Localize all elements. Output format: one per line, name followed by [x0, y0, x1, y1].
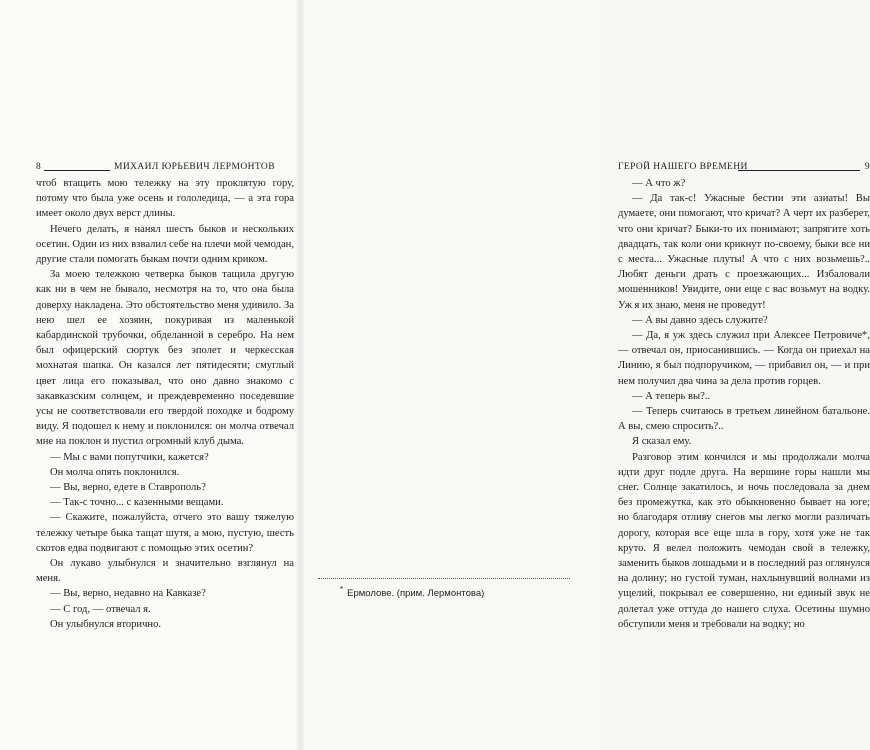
- paragraph: — Да, я уж здесь служил при Алексее Петровиче*, — отвечал он, приосанившись. — Когда он приехал на Линию, я был подпоручиком, — прибавил он, — и при нем получил два чина за дела против горцев.: [618, 330, 870, 387]
- left-page-number: 8: [36, 162, 42, 172]
- paragraph: — Скажите, пожалуйста, отчего это вашу тяжелую тележку четыре быка тащат шутя, а мою, пустую, шесть скотов едва подвигают с помощью этих осетин?: [36, 512, 294, 554]
- paragraph: — А что ж?: [632, 178, 686, 189]
- left-running-head-title: МИХАИЛ ЮРЬЕВИЧ ЛЕРМОНТОВ: [114, 162, 275, 172]
- paragraph: — А теперь вы?..: [632, 390, 711, 402]
- footnote-separator: [318, 578, 570, 579]
- left-page: [0, 0, 300, 750]
- paragraph: — Так-с точно... с казенными вещами.: [50, 497, 224, 509]
- left-body-text: [36, 176, 294, 632]
- paragraph: — Вы, верно, едете в Ставрополь?: [50, 482, 206, 494]
- right-head-rule: [738, 170, 860, 171]
- right-page-number: 9: [864, 162, 870, 172]
- right-running-head: [618, 161, 870, 173]
- book-gutter: [296, 0, 304, 750]
- paragraph: Разговор этим кончился и мы продолжали молча идти друг подле друга. На вершине горы нашли мы снег. Солнце закатилось, и ночь последовала за днем без промежутка, как это обыкновенно бывает на юге; но благодаря отливу снегов мы легко могли различать дорогу, которая все еще шла в гору, хотя уже не так круто. Я велел положить чемодан свой в тележку, заменить быков лошадьми и в последний раз оглянулся на долину; но густой туман, нахлынувший волнами из ущелий, покрывал ее совершенно, ни единый звук не долетал уже оттуда до нашего слуха. Осетины шумно обступили меня и требовали на водку; но: [618, 451, 870, 630]
- paragraph: Он улыбнулся вторично.: [50, 618, 162, 630]
- footnote: [340, 584, 570, 600]
- paragraph: Я сказал ему.: [632, 436, 692, 448]
- paragraph: Он лукаво улыбнулся и значительно взглянул на меня.: [36, 558, 294, 585]
- paragraph: Нечего делать, я нанял шесть быков и нескольких осетин. Один из них взвалил себе на плечи мой чемодан, другие стали помогать быкам почти одним криком.: [36, 223, 294, 266]
- paragraph: — Мы с вами попутчики, кажется?: [50, 451, 209, 463]
- paragraph: — Теперь считаюсь в третьем линейном батальоне. А вы, смею спросить?..: [618, 406, 870, 433]
- left-head-rule: [44, 170, 110, 171]
- paragraph: — А вы давно здесь служите?: [632, 314, 768, 326]
- paragraph: — Да так-с! Ужасные бестии эти азиаты! Вы думаете, они помогают, что кричат? А черт их разберет, что они кричат? Быки-то их понимают; запрягите хоть двадцать, так коли они крикнут по-своему, быки все ни с места... Ужасные плуты! А что с них возьмешь?.. Любят деньги драть с проезжающих... Избаловали мошенников! Увидите, они еще с вас возьмут на водку. Уж я их знаю, меня не проведут!: [618, 193, 870, 311]
- paragraph: — Вы, верно, недавно на Кавказе?: [50, 588, 206, 600]
- paragraph: — С год, — отвечал я.: [50, 603, 151, 615]
- paragraph: Он молча опять поклонился.: [50, 466, 180, 478]
- footnote-marker: *: [340, 585, 344, 594]
- paragraph: За моею тележкою четверка быков тащила другую как ни в чем не бывало, несмотря на то, что она была доверху накладена. Это обстоятельство меня удивило. За нею шел ее хозяин, покуривая из маленькой кабардинской трубочки, обделанной в серебро. На нем был офицерский сюртук без эполет и черкесская мохнатая шапка. Он казался лет пятидесяти; смуглый цвет лица его показывал, что оно давно знакомо с закавказским солнцем, и преждевременно поседевшие усы не соответствовали его твердой походке и бодрому виду. Я подошел к нему и поклонился: он молча отвечал мне на поклон и пустил огромный клуб дыма.: [36, 269, 294, 448]
- left-running-head: [36, 161, 294, 173]
- right-body-text: [618, 176, 870, 632]
- footnote-text: Ермолове. (прим. Лермонтова): [347, 588, 485, 600]
- paragraph: чтоб втащить мою тележку на эту проклятую гору, потому что была уже осень и гололедица, — а эта гора имеет около двух верст длины.: [36, 178, 294, 220]
- right-page: [300, 0, 870, 750]
- right-running-head-title: ГЕРОЙ НАШЕГО ВРЕМЕНИ: [618, 162, 748, 172]
